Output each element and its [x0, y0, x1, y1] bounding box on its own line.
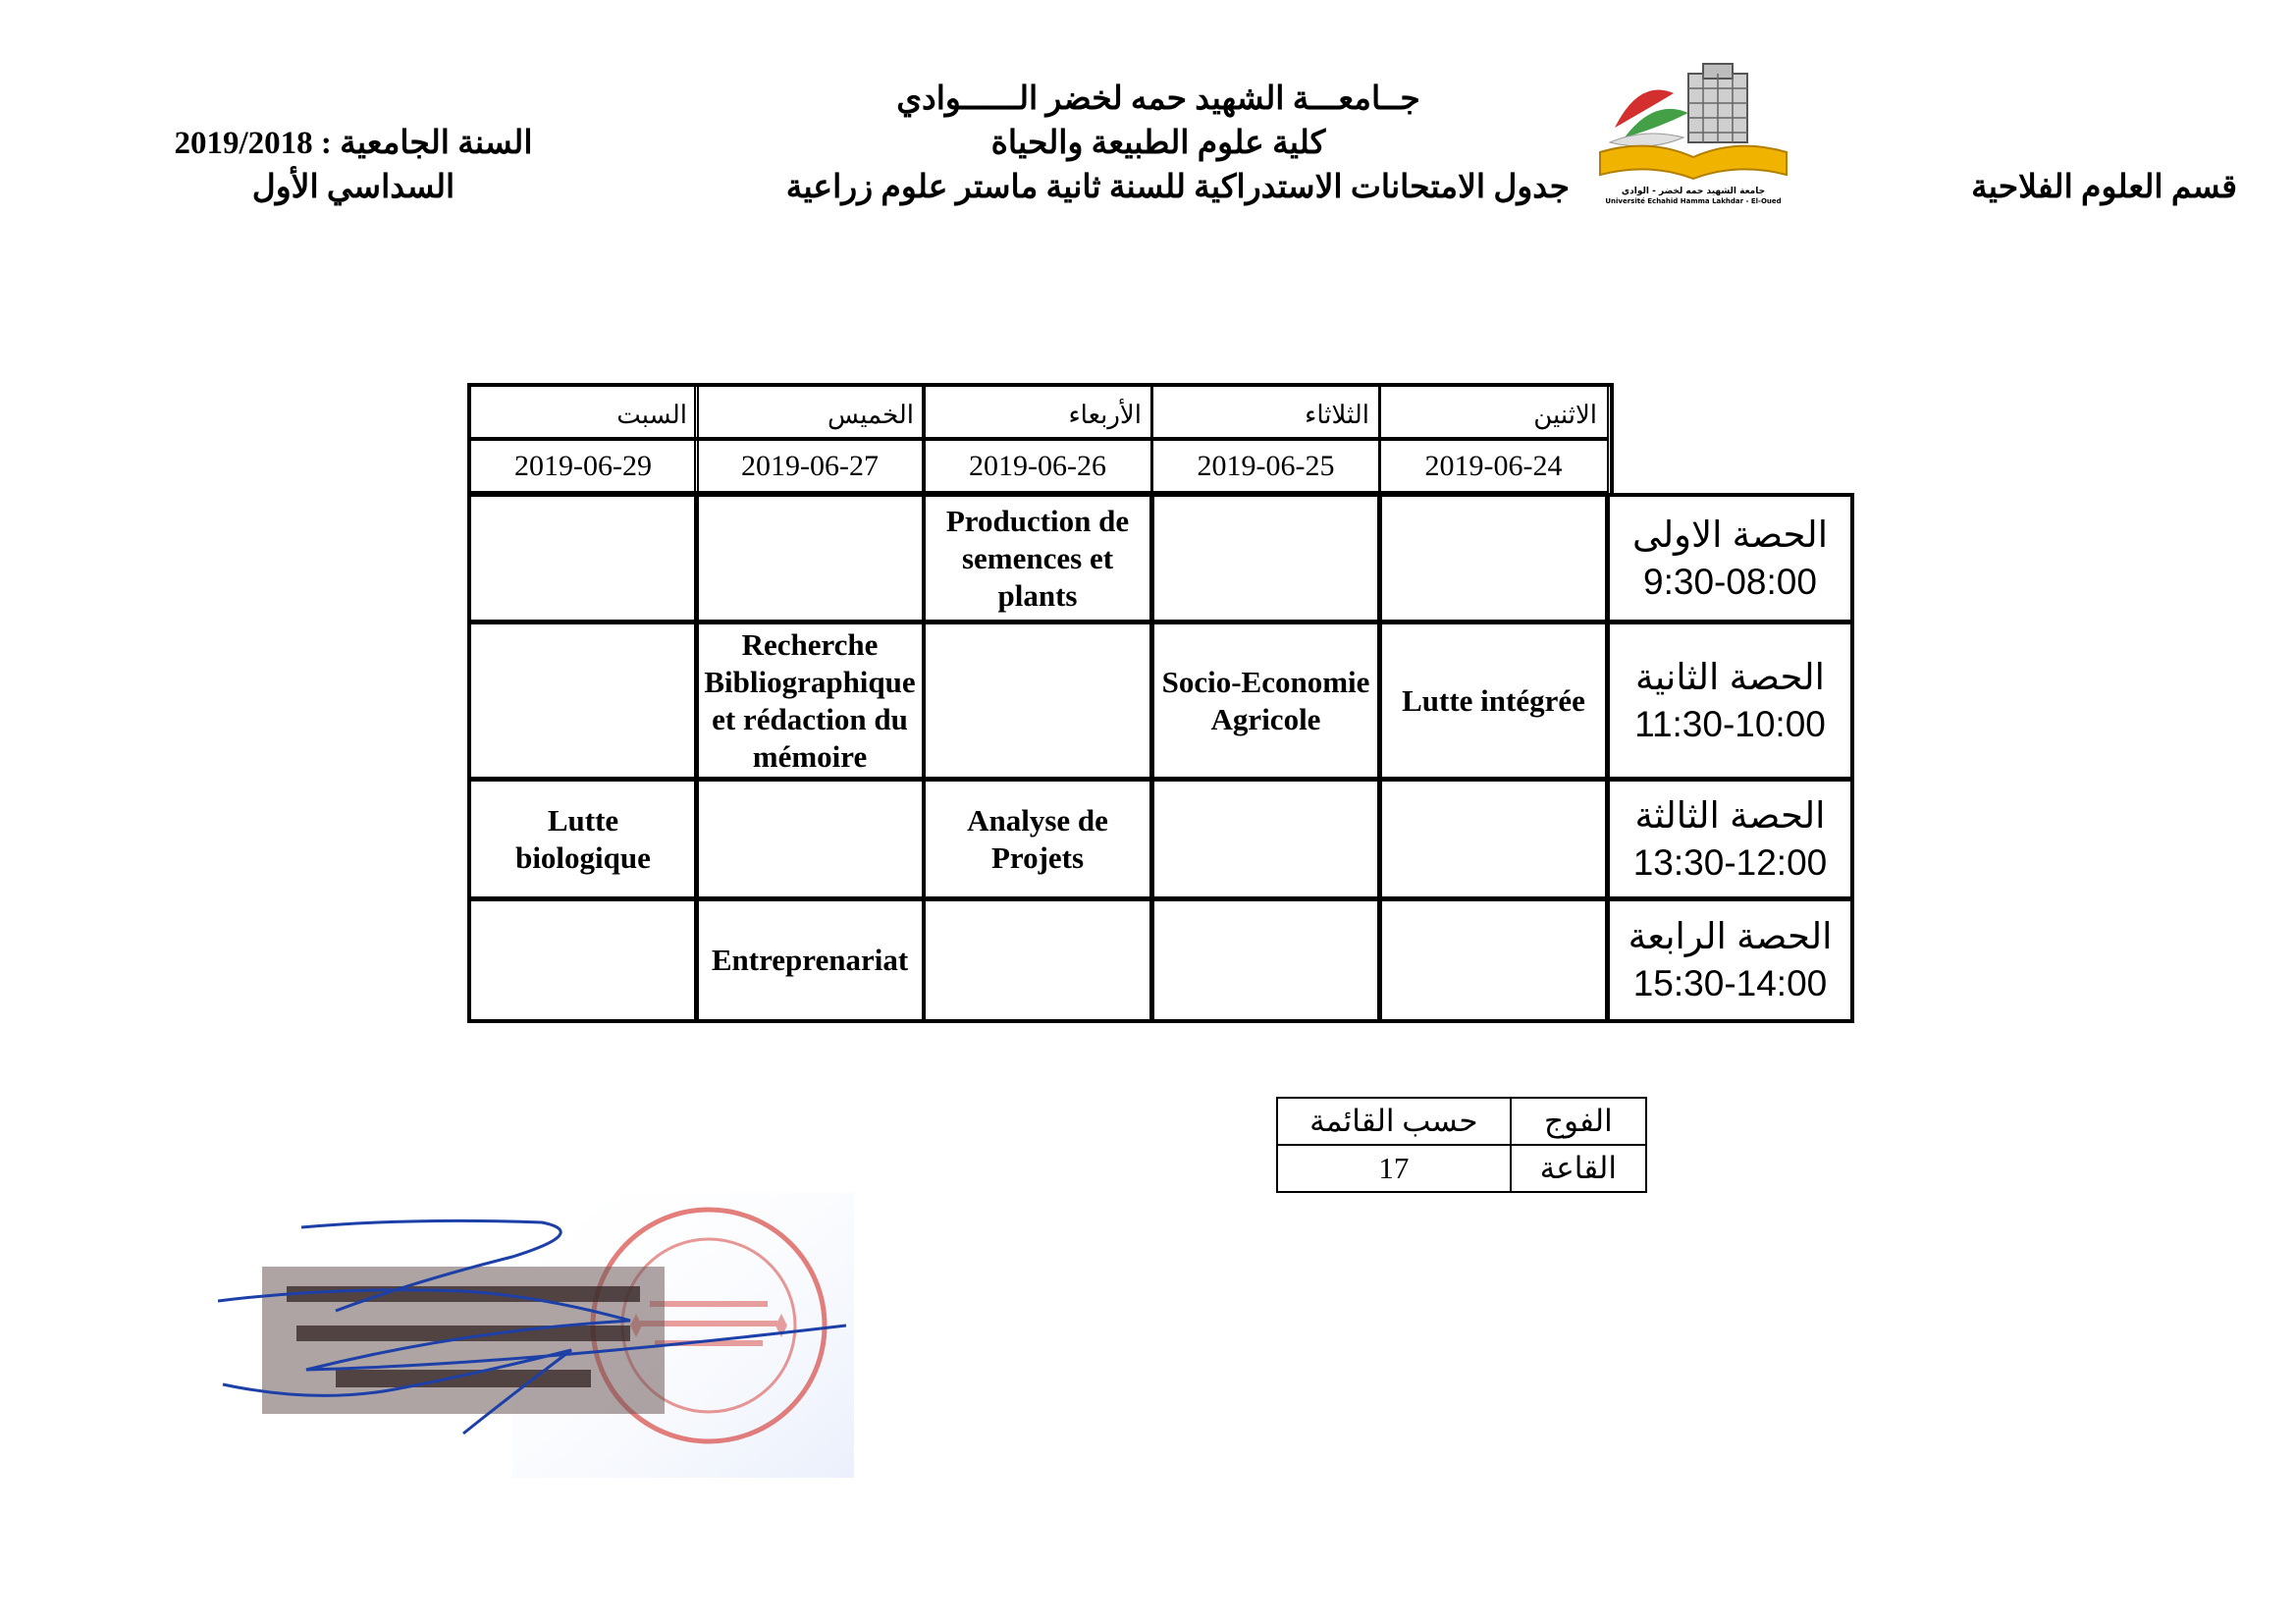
table-row [1277, 1098, 1646, 1145]
slot-name: الحصة الاولى [1631, 514, 1828, 555]
day-date [694, 439, 926, 493]
official-stamp-signature [218, 1193, 854, 1478]
day-date [467, 439, 699, 493]
exam-cell [467, 778, 699, 900]
day-name: الخميس [828, 401, 914, 429]
slot-time: 9:30-08:00 [1643, 561, 1817, 602]
time-slot [1632, 512, 1828, 606]
slot-name: الحصة الثانية [1635, 656, 1825, 697]
slot-time: 11:30-10:00 [1634, 703, 1826, 744]
exam-cell [694, 897, 926, 1023]
day-header [694, 383, 926, 439]
schedule-title: جدول الامتحانات الاستدراكية للسنة ثانية ماستر علوم زراعية [785, 170, 1570, 205]
time-slot [1634, 654, 1826, 748]
exam-cell [1150, 621, 1381, 781]
day-name: الثلاثاء [1305, 401, 1369, 429]
date-text: 2019-06-26 [969, 449, 1106, 482]
day-date [1378, 439, 1609, 493]
exam-cell [1150, 897, 1381, 1023]
exam-cell [467, 897, 699, 1023]
time-slot-cell [1606, 621, 1854, 781]
day-header [922, 383, 1153, 439]
day-header [1378, 383, 1609, 439]
exam-cell [1378, 621, 1609, 781]
exam-course: Lutte biologique [515, 802, 651, 875]
logo-graphic-icon [1595, 59, 1791, 182]
exam-cell [467, 621, 699, 781]
time-slot [1633, 792, 1828, 887]
university-name: جــامعـــة الشهيد حمه لخضر الــــــوادي [896, 81, 1420, 117]
slot-name: الحصة الرابعة [1628, 916, 1833, 956]
room-label: القاعة [1511, 1145, 1646, 1192]
date-text: 2019-06-25 [1197, 449, 1335, 482]
time-slot [1629, 913, 1833, 1007]
day-name: الاثنين [1533, 401, 1597, 429]
time-slot-cell [1606, 897, 1854, 1023]
slot-name: الحصة الثالثة [1634, 794, 1826, 836]
faculty-name: كلية علوم الطبيعة والحياة [990, 126, 1326, 161]
exam-cell [922, 493, 1153, 623]
exam-cell [694, 621, 926, 781]
exam-cell [922, 778, 1153, 900]
exam-cell [694, 493, 926, 623]
logo-caption: جامعة الشهيد حمه لخضر - الوادي [1621, 187, 1766, 196]
exam-cell [1378, 778, 1609, 900]
date-text: 2019-06-29 [514, 449, 652, 482]
group-value: حسب القائمة [1277, 1098, 1511, 1145]
time-slot-cell [1606, 778, 1854, 900]
day-date [922, 439, 1153, 493]
exam-cell [922, 897, 1153, 1023]
group-label: الفوج [1511, 1098, 1646, 1145]
academic-year: السنة الجامعية : 2019/2018 [174, 126, 533, 161]
exam-course: Production de semences et plants [945, 503, 1130, 613]
date-text: 2019-06-24 [1424, 449, 1563, 482]
day-date [1150, 439, 1381, 493]
exam-cell [1378, 493, 1609, 623]
table-row [1277, 1145, 1646, 1192]
logo-caption-fr: Université Echahid Hamma Lakhdar - El-Oued [1605, 197, 1782, 205]
exam-cell [1378, 897, 1609, 1023]
slot-time: 15:30-14:00 [1632, 963, 1828, 1003]
day-name: السبت [616, 401, 687, 429]
exam-cell [1150, 778, 1381, 900]
day-name: الأربعاء [1068, 401, 1142, 429]
semester: السداسي الأول [251, 170, 455, 205]
exam-course: Socio-Economie Agricole [1161, 664, 1370, 736]
slot-time: 13:30-12:00 [1632, 841, 1828, 883]
exam-course: Lutte intégrée [1402, 682, 1585, 718]
day-header [467, 383, 699, 439]
stamp-icon [218, 1193, 854, 1478]
time-slot-cell [1606, 493, 1854, 623]
room-value: 17 [1277, 1145, 1511, 1192]
day-header [1150, 383, 1381, 439]
department-name: قسم العلوم الفلاحية [1971, 170, 2237, 205]
exam-cell [1150, 493, 1381, 623]
exam-course: Analyse de Projets [967, 802, 1108, 875]
exam-cell [922, 621, 1153, 781]
university-logo [1595, 59, 1791, 204]
date-text: 2019-06-27 [741, 449, 879, 482]
room-info-table [1276, 1097, 1647, 1193]
exam-cell [467, 493, 699, 623]
exam-course: Entreprenariat [711, 943, 909, 977]
exam-course: Recherche Bibliographique et rédaction du mémoire [704, 626, 916, 774]
exam-cell [694, 778, 926, 900]
